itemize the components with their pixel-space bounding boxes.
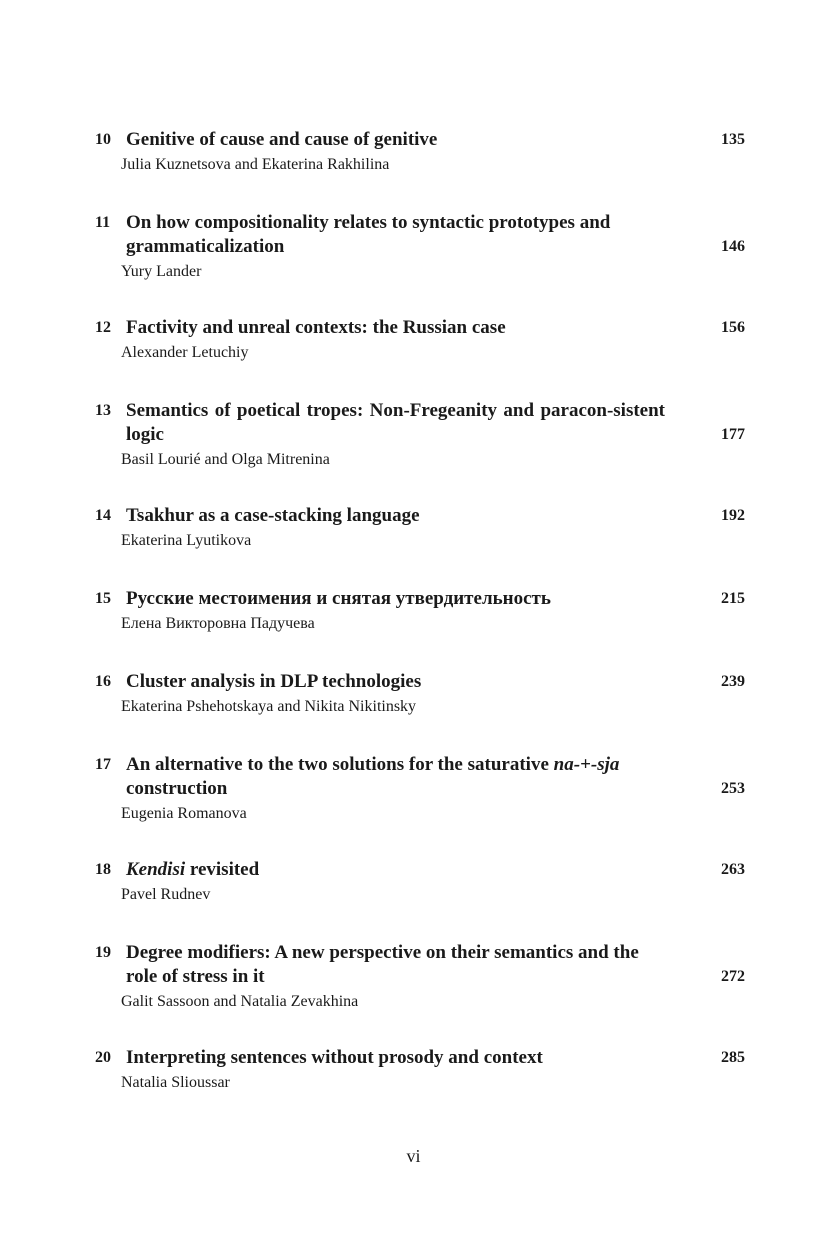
chapter-number: 16	[95, 673, 111, 690]
title-text: An alternative to the two solutions for the saturative	[126, 754, 554, 775]
chapter-title: Genitive of cause and cause of genitive	[126, 129, 438, 150]
page-number: 177	[721, 426, 745, 443]
chapter-number: 15	[95, 590, 111, 607]
chapter-authors: Alexander Letuchiy	[121, 344, 249, 361]
chapter-authors: Ekaterina Pshehotskaya and Nikita Nikitinsky	[121, 698, 417, 715]
chapter-title: Degree modifiers: A new perspective on their semantics and the role of stress in it	[126, 942, 639, 987]
title-italic-term: Kendisi	[126, 859, 186, 880]
chapter-number: 18	[95, 861, 111, 878]
chapter-number: 20	[95, 1049, 111, 1066]
chapter-authors: Julia Kuznetsova and Ekaterina Rakhilina	[121, 156, 390, 173]
title-italic-term: na-+-sja	[553, 754, 620, 775]
toc-entry-10[interactable]	[95, 128, 745, 177]
chapter-title: Tsakhur as a case-stacking language	[126, 505, 420, 526]
toc-entry-15[interactable]	[95, 587, 745, 636]
chapter-authors: Yury Lander	[121, 263, 202, 280]
page-number: 192	[721, 507, 745, 524]
chapter-number: 19	[95, 944, 111, 961]
chapter-number: 13	[95, 402, 111, 419]
chapter-number: 17	[95, 756, 111, 773]
chapter-title: Русские местоимения и снятая утвердительность	[126, 588, 551, 609]
chapter-authors: Eugenia Romanova	[121, 805, 247, 822]
chapter-title	[126, 858, 685, 882]
toc-entry-13[interactable]	[95, 399, 745, 472]
page-number: 263	[721, 861, 745, 878]
toc-entry-19[interactable]	[95, 941, 745, 1014]
toc-entry-18[interactable]	[95, 858, 745, 907]
title-text: construction	[126, 778, 228, 799]
chapter-authors: Basil Lourié and Olga Mitrenina	[121, 451, 330, 468]
toc-entry-11[interactable]	[95, 211, 745, 284]
toc-entry-14[interactable]	[95, 504, 745, 553]
chapter-title: Semantics of poetical tropes: Non-Fregeanity and paracon-sistent logic	[126, 400, 665, 445]
chapter-title	[126, 753, 685, 801]
toc-entry-16[interactable]	[95, 670, 745, 719]
page-number: 215	[721, 590, 745, 607]
chapter-number: 11	[95, 214, 111, 231]
chapter-authors: Ekaterina Lyutikova	[121, 532, 252, 549]
chapter-authors: Pavel Rudnev	[121, 886, 211, 903]
chapter-title: Interpreting sentences without prosody and context	[126, 1047, 543, 1068]
chapter-authors: Елена Викторовна Падучева	[121, 615, 315, 632]
page-number: 253	[721, 780, 745, 797]
chapter-title: Cluster analysis in DLP technologies	[126, 671, 422, 692]
page-number: 239	[721, 673, 745, 690]
page-number: 146	[721, 238, 745, 255]
title-text: revisited	[185, 859, 260, 880]
page-number: 272	[721, 968, 745, 985]
chapter-authors: Galit Sassoon and Natalia Zevakhina	[121, 993, 359, 1010]
page-number: 156	[721, 319, 745, 336]
chapter-number: 10	[95, 131, 111, 148]
chapter-title: On how compositionality relates to syntactic prototypes and grammaticalization	[126, 212, 611, 257]
toc-entry-12[interactable]	[95, 316, 745, 365]
chapter-number: 14	[95, 507, 111, 524]
page-folio: vi	[406, 1146, 421, 1166]
table-of-contents	[95, 128, 745, 1129]
toc-entry-20[interactable]	[95, 1046, 745, 1095]
page-number: 135	[721, 131, 745, 148]
page-number: 285	[721, 1049, 745, 1066]
toc-entry-17[interactable]	[95, 753, 745, 826]
chapter-number: 12	[95, 319, 111, 336]
chapter-title: Factivity and unreal contexts: the Russian case	[126, 317, 506, 338]
chapter-authors: Natalia Slioussar	[121, 1074, 230, 1091]
